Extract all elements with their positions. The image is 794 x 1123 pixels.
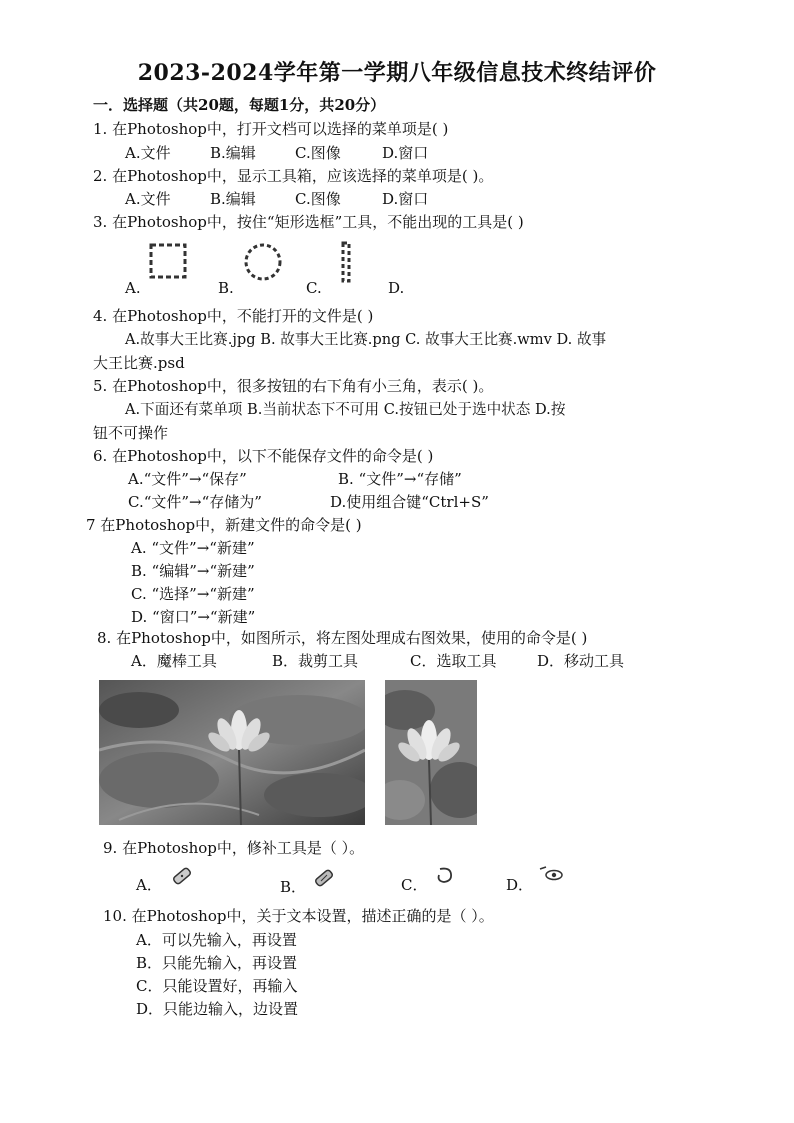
section-heading: 一．选择题（共20题，每题1分，共20分）: [93, 96, 386, 114]
q4-options-line1: A.故事大王比赛.jpg B. 故事大王比赛.png C. 故事大王比赛.wmv D. 故事: [125, 331, 607, 348]
q6-option-b: B. “文件”→“存储”: [338, 470, 462, 488]
q2-option-a: A.文件: [125, 190, 171, 208]
q9-option-d: D．: [506, 876, 534, 894]
q6-option-a: A.“文件”→“保存”: [128, 470, 247, 488]
q3-option-c: C.: [306, 279, 322, 297]
q6-option-d: D.使用组合键“Ctrl+S”: [330, 493, 489, 511]
q10-option-d: D．只能边输入，边设置: [136, 1000, 299, 1018]
ellipse-marquee-icon: [240, 240, 286, 284]
q2-option-d: D.窗口: [382, 190, 429, 208]
q9-option-c: C．: [401, 876, 428, 894]
q5-stem: 5. 在Photoshop中，很多按钮的右下角有小三角，表示( )。: [93, 377, 494, 395]
q10-option-c: C．只能设置好，再输入: [136, 977, 298, 995]
bandage-tool-icon: [170, 865, 194, 887]
q5-options-line2: 钮不可操作: [93, 424, 169, 442]
q2-stem: 2. 在Photoshop中，显示工具箱，应该选择的菜单项是( )。: [93, 167, 494, 185]
red-eye-tool-icon: [538, 863, 564, 883]
q1-stem: 1. 在Photoshop中，打开文档可以选择的菜单项是( ): [93, 120, 449, 138]
q4-stem: 4. 在Photoshop中，不能打开的文件是( ): [93, 307, 374, 325]
rect-marquee-icon: [146, 240, 190, 282]
q4-options-line2: 大王比赛.psd: [93, 354, 185, 372]
q7-stem: 7 在Photoshop中，新建文件的命令是( ): [86, 516, 362, 534]
q5-options-line1: A.下面还有菜单项 B.当前状态下不可用 C.按钮已处于选中状态 D.按: [125, 401, 566, 418]
lotus-cropped-photo: [385, 680, 477, 825]
q10-option-b: B．只能先输入，再设置: [136, 954, 298, 972]
q8-option-a: A．魔棒工具: [131, 652, 217, 670]
q3-option-d: D.: [388, 279, 405, 297]
q9-stem: 9. 在Photoshop中，修补工具是（ ）。: [103, 839, 365, 857]
q8-option-b: B．裁剪工具: [272, 652, 359, 670]
q2-option-b: B.编辑: [210, 190, 256, 208]
q7-option-d: D. “窗口”→“新建”: [131, 608, 256, 626]
q1-option-d: D.窗口: [382, 144, 429, 162]
q3-option-b: B.: [218, 279, 234, 297]
q7-option-b: B. “编辑”→“新建”: [131, 562, 255, 580]
q8-option-d: D．移动工具: [537, 652, 625, 670]
page-title: 2023-2024学年第一学期八年级信息技术终结评价: [137, 60, 657, 86]
patch-tool-icon: [434, 865, 456, 887]
q10-stem: 10. 在Photoshop中，关于文本设置，描述正确的是（ ）。: [103, 907, 494, 925]
q6-stem: 6. 在Photoshop中，以下不能保存文件的命令是( ): [93, 447, 434, 465]
q9-option-a: A．: [136, 876, 162, 894]
lotus-original-photo: [99, 680, 365, 825]
healing-brush-icon: [312, 867, 336, 889]
q8-option-c: C．选取工具: [410, 652, 497, 670]
q6-option-c: C.“文件”→“存储为”: [128, 493, 262, 511]
q7-option-a: A. “文件”→“新建”: [131, 539, 255, 557]
q1-option-a: A.文件: [125, 144, 171, 162]
q3-option-a: A.: [125, 279, 141, 297]
q3-stem: 3. 在Photoshop中，按住“矩形选框”工具，不能出现的工具是( ): [93, 213, 524, 231]
q8-stem: 8. 在Photoshop中，如图所示，将左图处理成右图效果，使用的命令是( ): [97, 629, 588, 647]
q1-option-c: C.图像: [295, 144, 341, 162]
single-column-marquee-icon: [338, 240, 354, 284]
q9-option-b: B．: [280, 878, 307, 896]
q1-option-b: B.编辑: [210, 144, 256, 162]
q10-option-a: A．可以先输入，再设置: [136, 931, 297, 949]
q2-option-c: C.图像: [295, 190, 341, 208]
q7-option-c: C. “选择”→“新建”: [131, 585, 255, 603]
